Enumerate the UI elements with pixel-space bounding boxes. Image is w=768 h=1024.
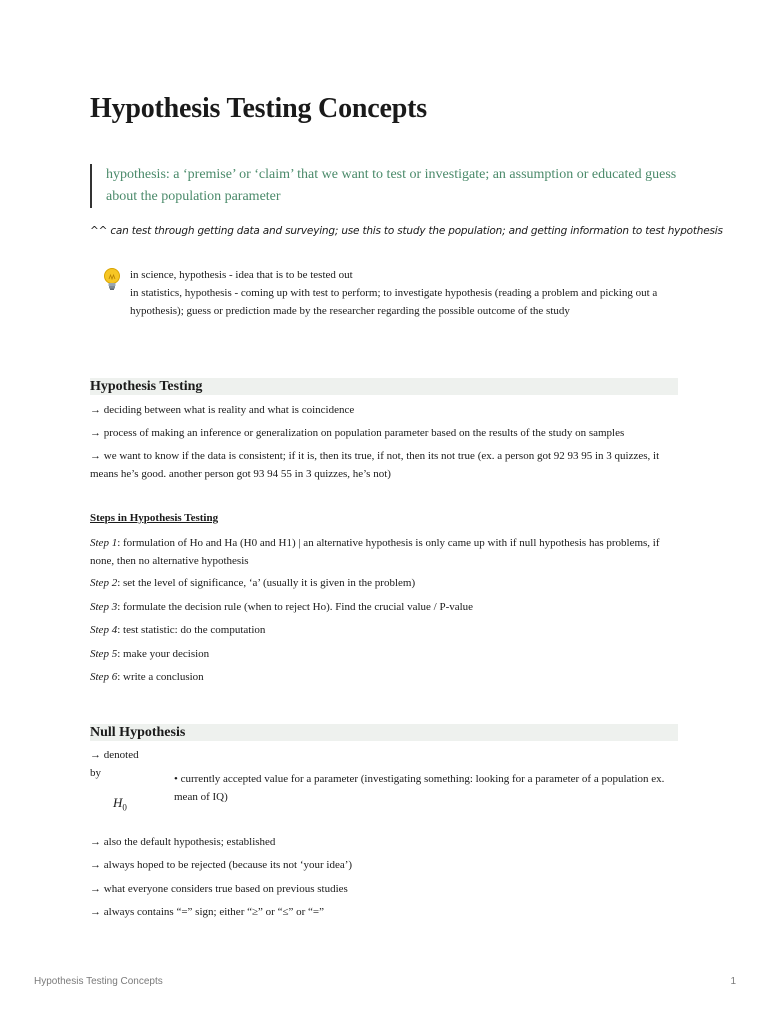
step-text: : formulation of Ho and Ha (H0 and H1) | an alternative hypothesis is only came up with if null hypothesis has problems, if none, then no alternative hypothesis xyxy=(90,537,660,567)
step-text: : make your decision xyxy=(117,648,210,660)
list-item: → always hoped to be rejected (because its not ‘your idea’) xyxy=(90,859,353,871)
list-item: → what everyone considers true based on previous studies xyxy=(90,883,348,895)
step-item xyxy=(90,534,678,570)
footer-title: Hypothesis Testing Concepts xyxy=(34,976,163,987)
callout-text xyxy=(130,266,672,320)
step-item xyxy=(90,574,678,592)
step-item xyxy=(90,621,678,639)
callout-line: in statistics, hypothesis - coming up with test to perform; to investigate hypothesis (reading a problem and picking out a hypothesis); guess or prediction made by the researcher regarding the possible outcome of the study xyxy=(130,287,658,317)
page-number: 1 xyxy=(730,976,736,987)
step-label: Step 6 xyxy=(90,671,118,683)
section-heading-hypothesis-testing: Hypothesis Testing xyxy=(90,378,678,395)
lightbulb-icon xyxy=(100,266,124,294)
h0-symbol xyxy=(113,795,127,813)
step-item xyxy=(90,598,678,616)
by-label: by xyxy=(90,767,101,779)
null-description: • currently accepted value for a parameter (investigating something: looking for a parameter of a population ex. mean of IQ) xyxy=(174,773,665,803)
list-item: → always contains “=” sign; either “≥” or “≤” or “=” xyxy=(90,906,325,918)
list-item: → deciding between what is reality and what is coincidence xyxy=(90,404,355,416)
page-title: Hypothesis Testing Concepts xyxy=(90,93,427,124)
step-label: Step 2 xyxy=(90,577,118,589)
step-label: Step 5 xyxy=(90,648,118,660)
step-text: : test statistic: do the computation xyxy=(117,624,266,636)
list-item: → process of making an inference or generalization on population parameter based on the results of the study on samples xyxy=(90,427,625,439)
list-item: → also the default hypothesis; established xyxy=(90,836,276,848)
denoted-label: → denoted xyxy=(90,749,139,761)
step-text: : set the level of significance, ‘a’ (usually it is given in the problem) xyxy=(117,577,416,589)
step-label: Step 3 xyxy=(90,601,118,613)
step-label: Step 4 xyxy=(90,624,118,636)
italic-note: ^^ can test through getting data and surveying; use this to study the population; and getting information to test hypothesis xyxy=(90,225,723,237)
steps-heading: Steps in Hypothesis Testing xyxy=(90,512,219,524)
step-label: Step 1 xyxy=(90,537,118,549)
callout-line: in science, hypothesis - idea that is to be tested out xyxy=(130,269,353,281)
step-text: : formulate the decision rule (when to reject Ho). Find the crucial value / P-value xyxy=(117,601,474,613)
definition-quote: hypothesis: a ‘premise’ or ‘claim’ that we want to test or investigate; an assumption or educated guess about the population parameter xyxy=(90,164,686,208)
h0-sub: 0 xyxy=(122,802,127,813)
h0-main: H xyxy=(113,795,123,810)
step-text: : write a conclusion xyxy=(117,671,204,683)
step-item xyxy=(90,645,678,663)
section-heading-null-hypothesis: Null Hypothesis xyxy=(90,724,678,741)
list-item: → we want to know if the data is consistent; if it is, then its true, if not, then its not true (ex. a person got 92 93 95 in 3 quizzes, it means he’s good. another person got 93 94 55 in 3 quizzes, he’s not) xyxy=(90,450,660,480)
page-footer xyxy=(34,976,736,987)
step-item xyxy=(90,668,678,686)
